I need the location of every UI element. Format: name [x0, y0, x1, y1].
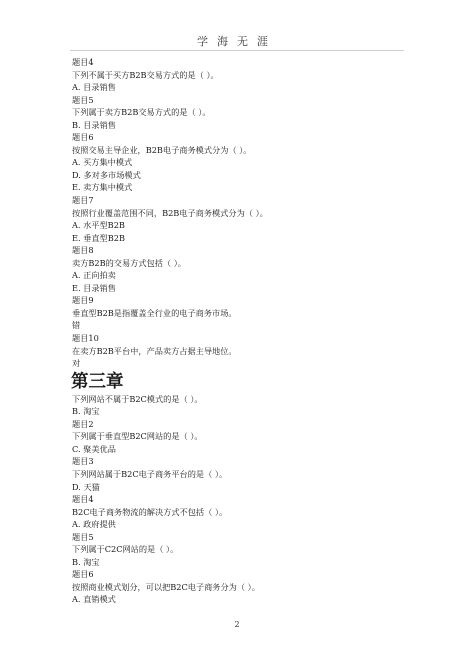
question-text: 按照行业覆盖范围不同，B2B电子商务模式分为（ ）。: [72, 207, 268, 218]
answer-option: A. 买方集中模式: [72, 157, 133, 168]
question-text: 下列网站属于B2C电子商务平台的是（ ）。: [72, 468, 228, 479]
answer-option: E. 垂直型B2B: [72, 232, 125, 243]
question-number: 题目6: [72, 132, 94, 143]
answer-option: A. 水平型B2B: [72, 220, 125, 231]
answer-option: D. 多对多市场模式: [72, 169, 141, 180]
question-number: 题目4: [72, 57, 94, 67]
question-text: 下列属于垂直型B2C网站的是（ ）。: [72, 431, 203, 442]
question-text: 在卖方B2B平台中，产品卖方占据主导地位。: [72, 345, 237, 356]
true-false-answer: 错: [72, 320, 81, 331]
page-number: 2: [234, 620, 240, 629]
question-text: B2C电子商务物流的解决方式不包括（ ）。: [72, 506, 228, 517]
answer-option: B. 目录销售: [72, 119, 116, 130]
question-number: 题目4: [72, 494, 94, 505]
answer-option: A. 正向拍卖: [72, 270, 116, 281]
answer-option: A. 政府提供: [72, 519, 116, 530]
question-text: 下列网站不属于B2C模式的是（ ）。: [72, 393, 203, 404]
question-number: 题目6: [72, 569, 94, 580]
question-number: 题目7: [72, 195, 94, 206]
chapter-heading: 第三章: [71, 371, 124, 392]
question-text: 按照交易主导企业，B2B电子商务模式分为（ ）。: [72, 144, 252, 155]
section-chapter-two-questions: [72, 56, 402, 370]
question-number: 题目5: [72, 531, 94, 542]
answer-option: E. 目录销售: [72, 282, 116, 293]
document-body: [72, 56, 402, 606]
question-number: 题目9: [72, 295, 94, 306]
question-number: 题目3: [72, 456, 94, 467]
answer-option: D. 天猫: [72, 481, 100, 492]
header-divider: [70, 50, 404, 51]
answer-option: A. 目录销售: [72, 82, 116, 93]
question-text: 按照商业模式划分，可以把B2C电子商务分为（ ）。: [72, 581, 260, 592]
question-number: 题目8: [72, 245, 94, 256]
answer-option: C. 聚美优品: [72, 443, 116, 454]
question-text: 下列属于卖方B2B交易方式的是（ ）。: [72, 107, 211, 118]
question-text: 卖方B2B的交易方式包括（ ）。: [72, 257, 186, 268]
page-header: 学海无涯: [197, 35, 277, 48]
question-number: 题目2: [72, 418, 94, 429]
question-text: 下列不属于买方B2B交易方式的是（ ）。: [72, 69, 219, 80]
question-number: 题目5: [72, 94, 94, 105]
answer-option: B. 淘宝: [72, 556, 100, 567]
answer-option: E. 卖方集中模式: [72, 182, 133, 193]
answer-option: B. 淘宝: [72, 406, 100, 417]
section-chapter-three-questions: [72, 393, 402, 606]
true-false-answer: 对: [72, 358, 81, 369]
question-number: 题目10: [72, 333, 99, 344]
question-text: 垂直型B2B是指覆盖全行业的电子商务市场。: [72, 307, 237, 318]
answer-option: A. 直销模式: [72, 594, 116, 605]
question-text: 下列属于C2C网站的是（ ）。: [72, 544, 179, 555]
